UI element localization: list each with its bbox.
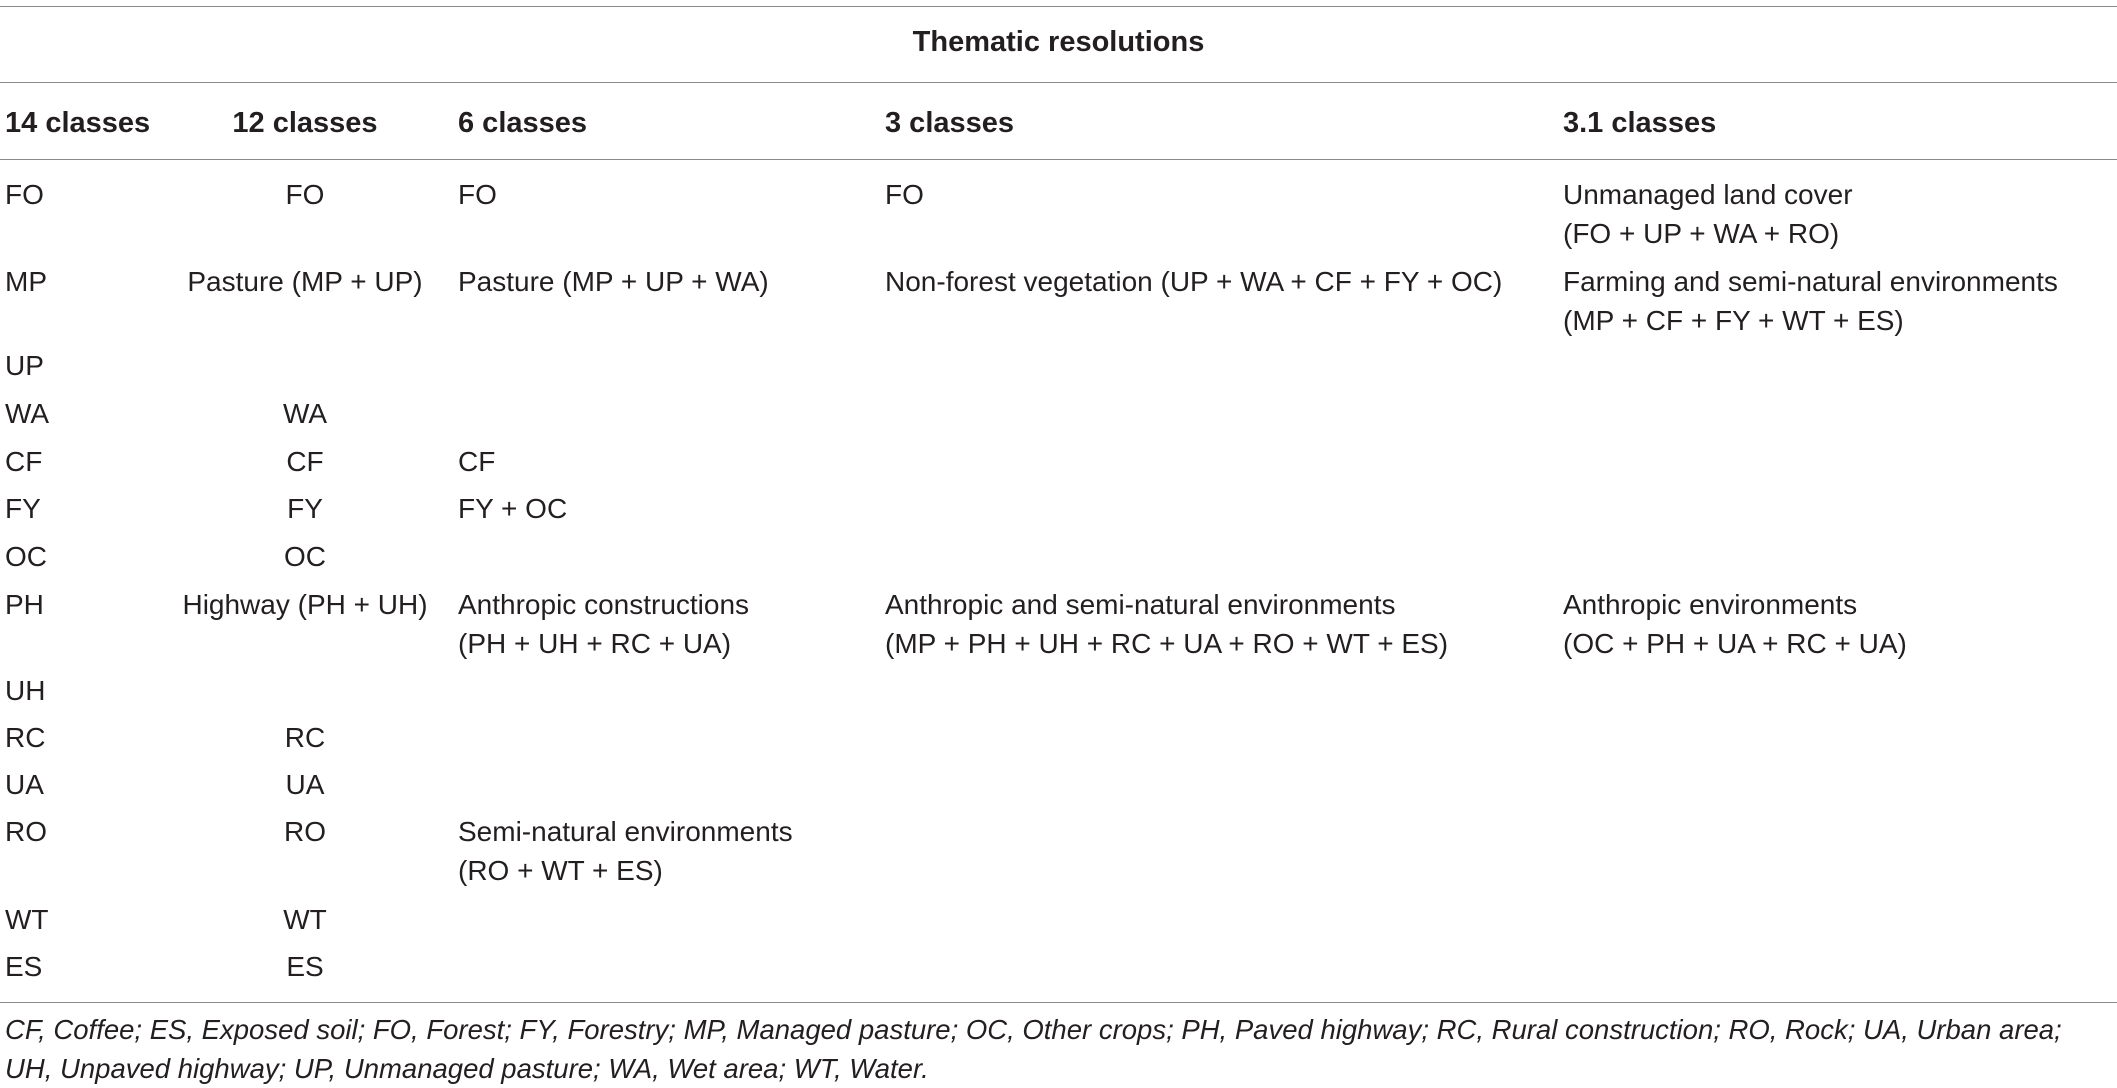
- table-title: Thematic resolutions: [912, 26, 1205, 58]
- cell-12-fy-text: FY: [287, 493, 323, 524]
- cell-6-anthropic-line1: Anthropic constructions: [458, 589, 750, 620]
- cell-12-ro-text: RO: [284, 816, 326, 847]
- cell-12-highway-text: Highway (PH + UH): [182, 589, 428, 620]
- header-3-1-classes: 3.1 classes: [1563, 107, 1717, 139]
- cell-3-nonforest: Non-forest vegetation (UP + WA + CF + FY + OC): [885, 266, 1503, 297]
- cell-14-fo: FO: [5, 179, 44, 210]
- cell-14-cf: CF: [5, 446, 43, 477]
- header-3-classes: 3 classes: [885, 107, 1015, 139]
- cell-14-ua: UA: [5, 769, 44, 800]
- cell-6-pasture: Pasture (MP + UP + WA): [458, 266, 769, 297]
- cell-14-up: UP: [5, 350, 44, 381]
- cell-3-anthropic-line2: (MP + PH + UH + RC + UA + RO + WT + ES): [885, 628, 1449, 659]
- table-footnote: CF, Coffee; ES, Exposed soil; FO, Forest; FY, Forestry; MP, Managed pasture; OC, Other crops; PH, Paved highway; RC, Rural construction; RO, Rock; UA, Urban area; UH, Unpaved highway; UP, Unmanaged pasture; WA, Wet area; WT, Water.: [5, 1014, 2062, 1084]
- cell-14-uh: UH: [5, 675, 46, 706]
- cell-6-semi-line2: (RO + WT + ES): [458, 855, 663, 886]
- cell-14-ro: RO: [5, 816, 47, 847]
- header-6-classes: 6 classes: [458, 107, 588, 139]
- cell-31-farming-line1: Farming and semi-natural environments: [1563, 266, 2058, 297]
- cell-6-fy-oc: FY + OC: [458, 493, 568, 524]
- cell-31-anthropic-line2: (OC + PH + UA + RC + UA): [1563, 628, 1907, 659]
- cell-14-wt: WT: [5, 904, 49, 935]
- cell-12-fo-text: FO: [285, 179, 325, 210]
- cell-14-wa: WA: [5, 398, 50, 429]
- cell-6-cf: CF: [458, 446, 496, 477]
- cell-14-ph: PH: [5, 589, 44, 620]
- table-top-rule: [0, 6, 2117, 7]
- cell-12-es-text: ES: [286, 951, 324, 982]
- cell-14-mp: MP: [5, 266, 47, 297]
- cell-6-semi-line1: Semi-natural environments: [458, 816, 793, 847]
- cell-14-fy: FY: [5, 493, 41, 524]
- cell-6-fo: FO: [458, 179, 497, 210]
- cell-31-farming-line2: (MP + CF + FY + WT + ES): [1563, 305, 1904, 336]
- header-12-classes-text: 12 classes: [232, 107, 378, 139]
- cell-12-cf-text: CF: [286, 446, 324, 477]
- cell-12-pasture-text: Pasture (MP + UP): [187, 266, 423, 297]
- cell-31-unmanaged-line2: (FO + UP + WA + RO): [1563, 218, 1840, 249]
- cell-3-anthropic-line1: Anthropic and semi-natural environments: [885, 589, 1396, 620]
- cell-31-anthropic-line1: Anthropic environments: [1563, 589, 1858, 620]
- cell-12-oc-text: OC: [284, 541, 326, 572]
- table-bottom-rule: [0, 1002, 2117, 1003]
- cell-31-unmanaged-line1: Unmanaged land cover: [1563, 179, 1853, 210]
- header-separator-rule: [0, 159, 2117, 160]
- cell-3-fo: FO: [885, 179, 924, 210]
- cell-12-ua-text: UA: [285, 769, 325, 800]
- cell-14-rc: RC: [5, 722, 46, 753]
- header-14-classes: 14 classes: [5, 107, 151, 139]
- cell-14-oc: OC: [5, 541, 47, 572]
- cell-12-wa-text: WA: [282, 398, 328, 429]
- title-separator-rule: [0, 82, 2117, 83]
- cell-14-es: ES: [5, 951, 43, 982]
- cell-12-rc-text: RC: [284, 722, 326, 753]
- cell-6-anthropic-line2: (PH + UH + RC + UA): [458, 628, 732, 659]
- cell-12-wt-text: WT: [283, 904, 327, 935]
